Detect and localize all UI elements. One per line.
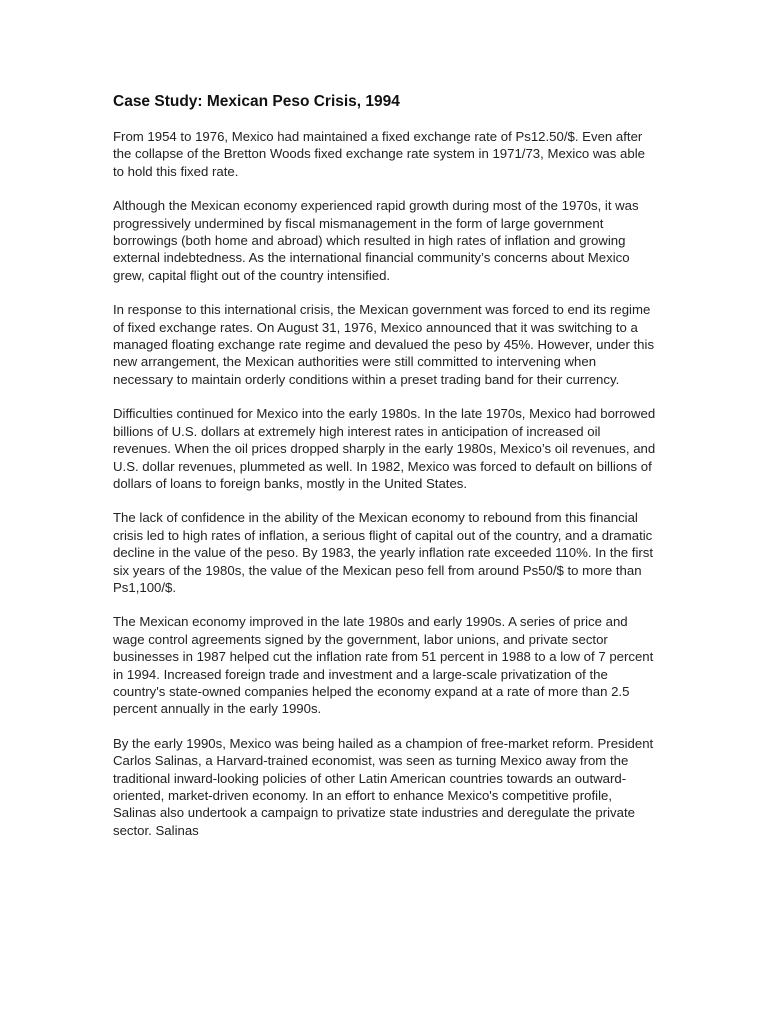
- paragraph-economic-improvement: The Mexican economy improved in the late 1980s and early 1990s. A series of price and wage control agreements signed by the government, labor unions, and private sector businesses in 1987 helped cut the inflation rate from 51 percent in 1988 to a low of 7 percent in 1994. Increased foreign trade and investment and a large-scale privatization of the country's state-owned companies helped the economy expand at a rate of more than 2.5 percent annually in the early 1990s.: [113, 614, 654, 717]
- paragraph-fixed-rate-history: From 1954 to 1976, Mexico had maintained a fixed exchange rate of Ps12.50/$. Even after the collapse of the Bretton Woods fixed exchange rate system in 1971/73, Mexico was able to hold this fixed rate.: [113, 129, 645, 179]
- document-title: Case Study: Mexican Peso Crisis, 1994: [113, 93, 400, 110]
- paragraph-1976-devaluation: In response to this international crisis, the Mexican government was forced to end its regime of fixed exchange rates. On August 31, 1976, Mexico announced that it was switching to a managed floating exchange rate regime and devalued the peso by 45%. However, under this new arrangement, the Mexican authorities were still committed to intervening when necessary to maintain orderly conditions within a preset trading band for their currency.: [113, 302, 655, 387]
- document-body: [113, 92, 658, 856]
- paragraph-1970s-growth: Although the Mexican economy experienced rapid growth during most of the 1970s, it was progressively undermined by fiscal mismanagement in the form of large government borrowings (both home and abroad) which resulted in high rates of inflation and growing external indebtedness. As the international financial community’s concerns about Mexico grew, capital flight out of the country intensified.: [113, 198, 639, 283]
- paragraph-salinas-reform: By the early 1990s, Mexico was being hailed as a champion of free-market reform. President Carlos Salinas, a Harvard-trained economist, was seen as turning Mexico away from the traditional inward-looking policies of other Latin American countries towards an outward-oriented, market-driven economy. In an effort to enhance Mexico's competitive profile, Salinas also undertook a campaign to privatize state industries and deregulate the private sector. Salinas: [113, 735, 654, 838]
- paragraph-1980s-difficulties: Difficulties continued for Mexico into the early 1980s. In the late 1970s, Mexico had borrowed billions of U.S. dollars at extremely high interest rates in anticipation of increased oil revenues. When the oil prices dropped sharply in the early 1980s, Mexico’s oil revenues, and U.S. dollar revenues, plummeted as well. In 1982, Mexico was forced to default on billions of dollars of loans to foreign banks, mostly in the United States.: [113, 406, 656, 491]
- paragraph-inflation-crisis: The lack of confidence in the ability of the Mexican economy to rebound from this financial crisis led to high rates of inflation, a serious flight of capital out of the country, and a dramatic decline in the value of the peso. By 1983, the yearly inflation rate exceeded 110%. In the first six years of the 1980s, the value of the Mexican peso fell from around Ps50/$ to more than Ps1,100/$.: [113, 510, 654, 595]
